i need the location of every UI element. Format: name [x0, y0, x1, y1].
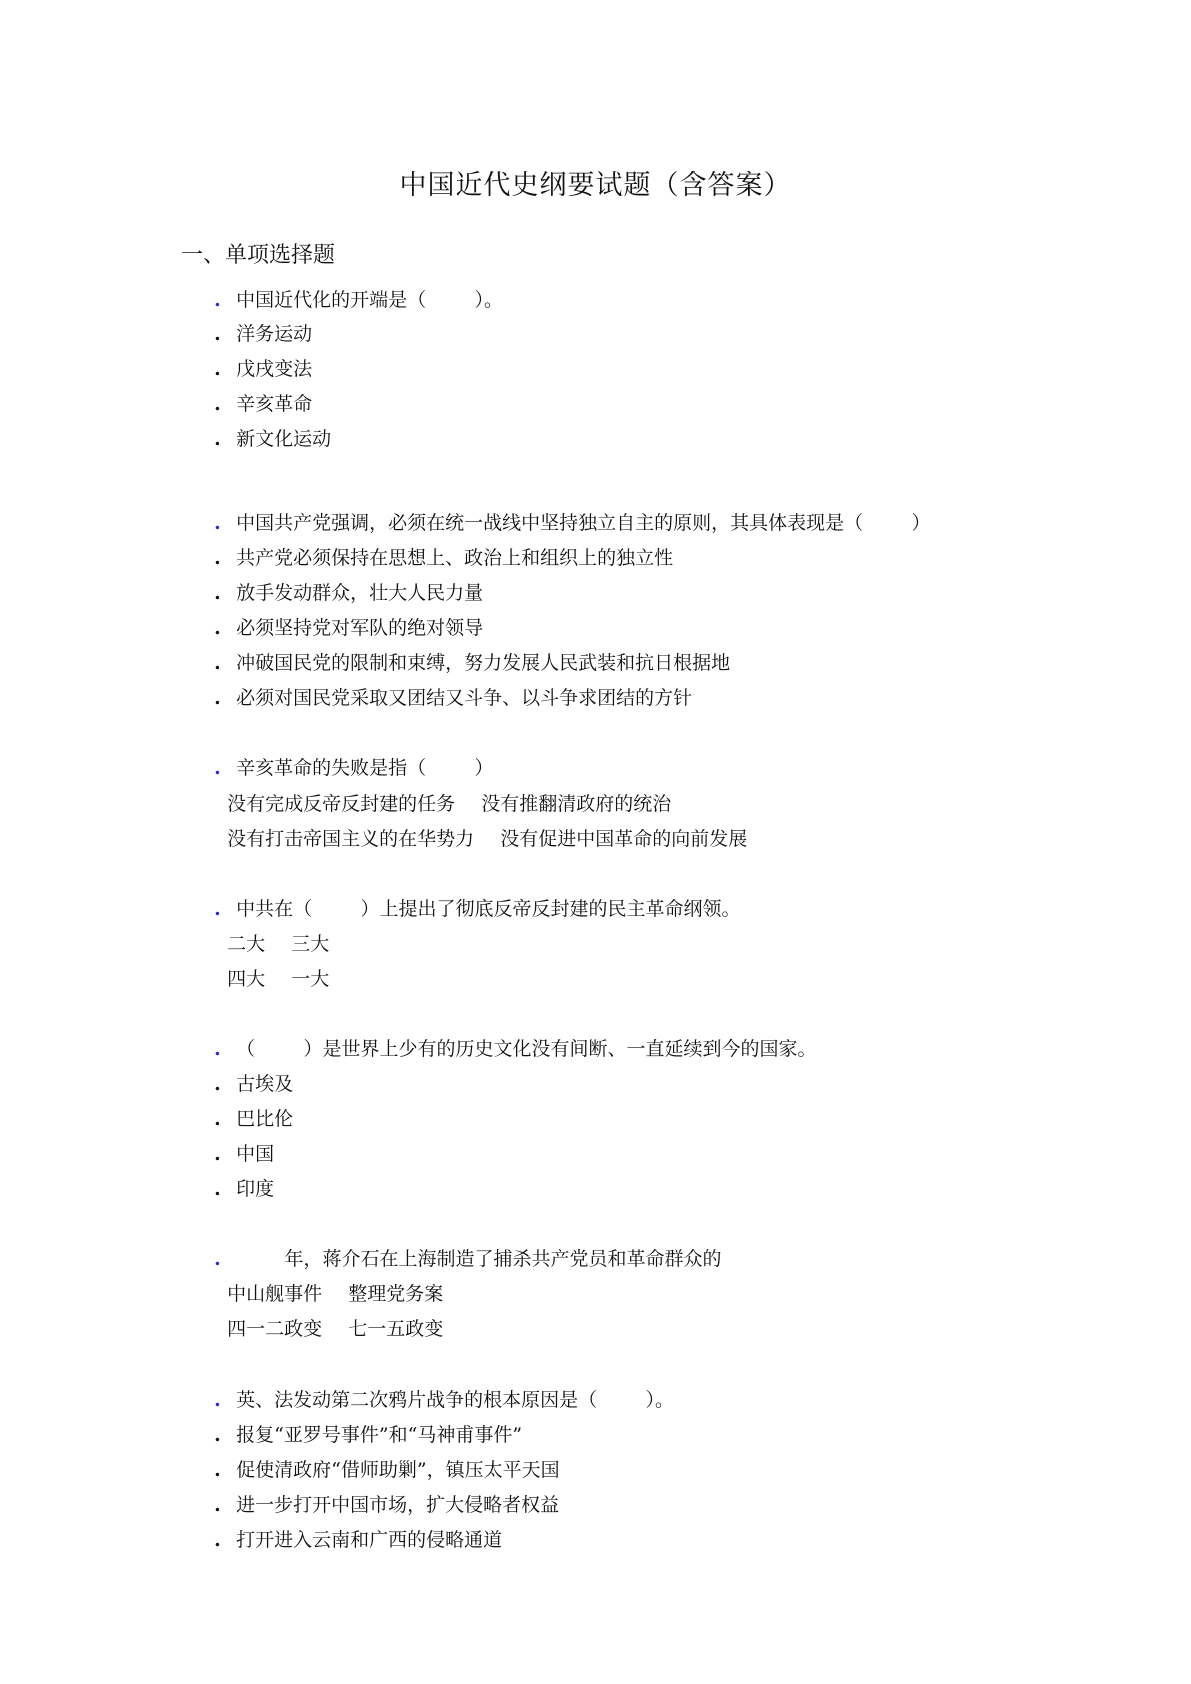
option-marker: .	[214, 358, 221, 380]
list-item	[190, 1504, 503, 1551]
question-marker: .	[214, 898, 221, 920]
list-item	[190, 1469, 560, 1516]
option-marker: .	[214, 1143, 221, 1165]
option-marker: .	[214, 1178, 221, 1200]
option-text: 没有促进中国革命的向前发展	[500, 828, 748, 850]
question-text: 年，蒋介石在上海制造了捕杀共产党员和革命群众的	[236, 1248, 722, 1270]
option-text: 洋务运动	[236, 323, 313, 345]
option-text: 打开进入云南和广西的侵略通道	[236, 1529, 503, 1551]
question-stem	[190, 1364, 674, 1411]
question-stem	[190, 873, 741, 920]
question-text: 中共在（ ）上提出了彻底反帝反封建的民主革命纲领。	[236, 898, 741, 920]
option-marker: .	[214, 617, 221, 639]
option-text: 中国	[236, 1143, 275, 1165]
list-item	[190, 592, 484, 639]
question-marker: .	[214, 289, 221, 311]
option-text: 没有打击帝国主义的在华势力	[227, 828, 475, 850]
option-text: 冲破国民党的限制和束缚，努力发展人民武装和抗日根据地	[236, 652, 731, 674]
option-text: 四大	[227, 968, 266, 990]
option-marker: .	[214, 547, 221, 569]
option-text: 戊戌变法	[236, 358, 313, 380]
list-item	[190, 627, 731, 674]
option-text: 放手发动群众，壮大人民力量	[236, 582, 484, 604]
question-text: 中国共产党强调，必须在统一战线中坚持独立自主的原则，其具体表现是（ ）	[236, 512, 931, 534]
question-stem	[190, 264, 503, 311]
question-marker: .	[214, 1389, 221, 1411]
option-text: 印度	[236, 1178, 275, 1200]
list-item	[190, 1434, 560, 1481]
question-stem	[190, 1223, 722, 1270]
list-item	[190, 403, 332, 450]
option-row	[203, 943, 329, 1015]
option-text: 七一五政变	[348, 1318, 444, 1340]
option-text: 整理党务案	[348, 1283, 444, 1305]
option-marker: .	[214, 1073, 221, 1095]
option-row	[203, 803, 747, 875]
question-marker: .	[214, 1248, 221, 1270]
question-marker: .	[214, 1038, 221, 1060]
question-text: （ ）是世界上少有的历史文化没有间断、一直延续到今的国家。	[236, 1038, 817, 1060]
question-stem	[190, 487, 931, 534]
question-text: 辛亥革命的失败是指（ ）	[236, 757, 494, 779]
page-title: 中国近代史纲要试题（含答案）	[399, 170, 792, 201]
list-item	[190, 368, 313, 415]
section-heading: 一、单项选择题	[181, 243, 336, 268]
list-item	[190, 557, 484, 604]
option-marker: .	[214, 1529, 221, 1551]
option-text: 没有完成反帝反封建的任务	[227, 793, 456, 815]
list-item	[190, 298, 313, 345]
question-text: 英、法发动第二次鸦片战争的根本原因是（ ）。	[236, 1389, 674, 1411]
option-text: 一大	[291, 968, 330, 990]
option-marker: .	[214, 652, 221, 674]
option-marker: .	[214, 393, 221, 415]
option-text: 没有推翻清政府的统治	[481, 793, 672, 815]
question-marker: .	[214, 512, 221, 534]
list-item	[190, 522, 674, 569]
option-text: 必须对国民党采取又团结又斗争、以斗争求团结的方针	[236, 687, 693, 709]
option-marker: .	[214, 582, 221, 604]
list-item	[190, 1048, 294, 1095]
option-marker: .	[214, 1459, 221, 1481]
option-text: 二大	[227, 933, 266, 955]
option-marker: .	[214, 1494, 221, 1516]
option-marker: .	[214, 428, 221, 450]
list-item	[190, 1153, 275, 1200]
option-text: 报复“亚罗号事件”和“马神甫事件”	[236, 1424, 523, 1446]
option-marker: .	[214, 687, 221, 709]
option-text: 三大	[291, 933, 330, 955]
list-item	[190, 1399, 523, 1446]
option-text: 辛亥革命	[236, 393, 313, 415]
list-item	[190, 662, 693, 709]
question-stem	[190, 1013, 817, 1060]
option-text: 巴比伦	[236, 1108, 294, 1130]
option-text: 新文化运动	[236, 428, 332, 450]
option-text: 四一二政变	[227, 1318, 323, 1340]
list-item	[190, 1083, 294, 1130]
option-text: 中山舰事件	[227, 1283, 323, 1305]
option-marker: .	[214, 1424, 221, 1446]
option-marker: .	[214, 1108, 221, 1130]
option-marker: .	[214, 323, 221, 345]
option-text: 进一步打开中国市场，扩大侵略者权益	[236, 1494, 560, 1516]
question-stem	[190, 732, 494, 779]
list-item	[190, 333, 313, 380]
list-item	[190, 1118, 275, 1165]
option-text: 必须坚持党对军队的绝对领导	[236, 617, 484, 639]
option-row	[203, 1293, 443, 1365]
option-text: 共产党必须保持在思想上、政治上和组织上的独立性	[236, 547, 674, 569]
option-text: 古埃及	[236, 1073, 294, 1095]
question-text: 中国近代化的开端是（ ）。	[236, 289, 503, 311]
question-marker: .	[214, 757, 221, 779]
option-text: 促使清政府“借师助剿”，镇压太平天国	[236, 1459, 560, 1481]
